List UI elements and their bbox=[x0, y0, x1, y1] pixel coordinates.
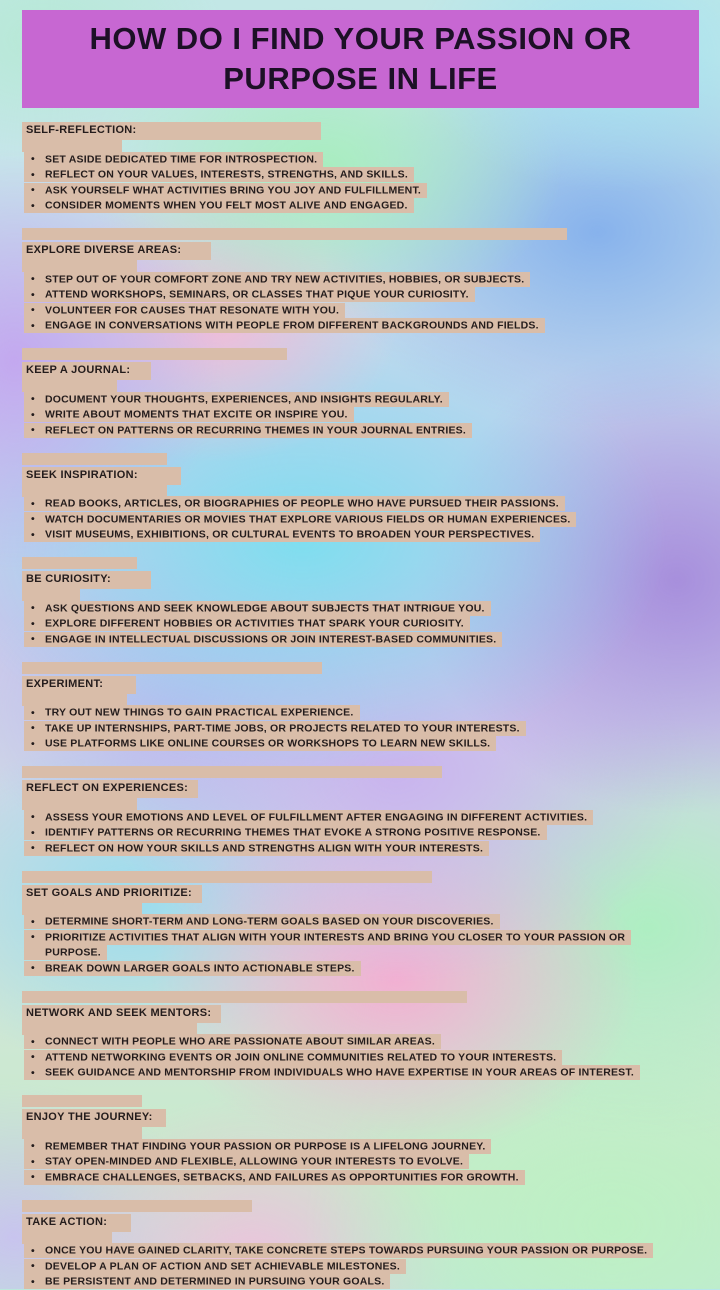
section-heading: KEEP A JOURNAL: bbox=[22, 362, 151, 380]
highlight-strip bbox=[22, 991, 467, 1003]
section bbox=[22, 453, 706, 544]
list-item bbox=[31, 632, 706, 648]
title-banner bbox=[22, 10, 699, 108]
bullet-text: CONSIDER MOMENTS WHEN YOU FELT MOST ALIVE AND ENGAGED. bbox=[24, 198, 414, 213]
bullet-text: ATTEND WORKSHOPS, SEMINARS, OR CLASSES THAT PIQUE YOUR CURIOSITY. bbox=[24, 287, 475, 302]
highlight-strip bbox=[22, 485, 167, 497]
list-item bbox=[31, 423, 706, 439]
poster-body bbox=[0, 108, 720, 1290]
bullet-text: ONCE YOU HAVE GAINED CLARITY, TAKE CONCRETE STEPS TOWARDS PURSUING YOUR PASSION OR PURPOSE. bbox=[24, 1243, 653, 1258]
section-heading: TAKE ACTION: bbox=[22, 1214, 131, 1232]
highlight-strip bbox=[22, 871, 432, 883]
section bbox=[22, 228, 706, 334]
list-item bbox=[31, 841, 706, 857]
highlight-strip bbox=[22, 140, 122, 152]
section-heading: ENJOY THE JOURNEY: bbox=[22, 1109, 166, 1127]
highlight-strip bbox=[22, 1095, 142, 1107]
bullet-text: TAKE UP INTERNSHIPS, PART-TIME JOBS, OR PROJECTS RELATED TO YOUR INTERESTS. bbox=[24, 721, 526, 736]
section-heading: NETWORK AND SEEK MENTORS: bbox=[22, 1005, 221, 1023]
highlight-strip bbox=[22, 453, 167, 465]
list-item bbox=[31, 810, 706, 826]
bullet-text: SET ASIDE DEDICATED TIME FOR INTROSPECTION. bbox=[24, 152, 323, 167]
list-item bbox=[31, 288, 706, 304]
highlight-strip bbox=[22, 557, 137, 569]
list-item bbox=[31, 961, 706, 977]
bullet-text: STEP OUT OF YOUR COMFORT ZONE AND TRY NEW ACTIVITIES, HOBBIES, OR SUBJECTS. bbox=[24, 272, 530, 287]
section bbox=[22, 766, 706, 857]
bullet-list bbox=[22, 152, 706, 214]
highlight-strip bbox=[22, 1200, 252, 1212]
bullet-list bbox=[22, 1244, 706, 1290]
highlight-strip bbox=[22, 1232, 112, 1244]
section-heading: BE CURIOSITY: bbox=[22, 571, 151, 589]
bullet-text: READ BOOKS, ARTICLES, OR BIOGRAPHIES OF PEOPLE WHO HAVE PURSUED THEIR PASSIONS. bbox=[24, 496, 565, 511]
section-heading: REFLECT ON EXPERIENCES: bbox=[22, 780, 198, 798]
bullet-text: EXPLORE DIFFERENT HOBBIES OR ACTIVITIES THAT SPARK YOUR CURIOSITY. bbox=[24, 616, 470, 631]
bullet-text: USE PLATFORMS LIKE ONLINE COURSES OR WORKSHOPS TO LEARN NEW SKILLS. bbox=[24, 736, 496, 751]
list-item bbox=[31, 1050, 706, 1066]
highlight-strip bbox=[22, 380, 117, 392]
section bbox=[22, 557, 706, 648]
section-heading: SEEK INSPIRATION: bbox=[22, 467, 181, 485]
highlight-strip bbox=[22, 662, 322, 674]
bullet-text: DEVELOP A PLAN OF ACTION AND SET ACHIEVABLE MILESTONES. bbox=[24, 1259, 406, 1274]
bullet-text: SEEK GUIDANCE AND MENTORSHIP FROM INDIVIDUALS WHO HAVE EXPERTISE IN YOUR AREAS OF INTEREST. bbox=[24, 1065, 640, 1080]
bullet-text: DOCUMENT YOUR THOUGHTS, EXPERIENCES, AND INSIGHTS REGULARLY. bbox=[24, 392, 449, 407]
list-item bbox=[31, 1170, 706, 1186]
bullet-list bbox=[22, 1139, 706, 1186]
list-item bbox=[31, 721, 706, 737]
list-item bbox=[31, 826, 706, 842]
highlight-strip bbox=[22, 1023, 197, 1035]
section bbox=[22, 120, 706, 214]
section bbox=[22, 1200, 706, 1290]
list-item bbox=[31, 915, 706, 931]
bullet-text: TRY OUT NEW THINGS TO GAIN PRACTICAL EXPERIENCE. bbox=[24, 705, 360, 720]
list-item bbox=[31, 1244, 706, 1260]
list-item bbox=[31, 183, 706, 199]
list-item bbox=[31, 1066, 706, 1082]
bullet-text: DETERMINE SHORT-TERM AND LONG-TERM GOALS BASED ON YOUR DISCOVERIES. bbox=[24, 914, 500, 929]
bullet-text: IDENTIFY PATTERNS OR RECURRING THEMES THAT EVOKE A STRONG POSITIVE RESPONSE. bbox=[24, 825, 547, 840]
bullet-list bbox=[22, 392, 706, 439]
bullet-text: VOLUNTEER FOR CAUSES THAT RESONATE WITH YOU. bbox=[24, 303, 345, 318]
highlight-strip bbox=[22, 1127, 142, 1139]
bullet-list bbox=[22, 1035, 706, 1082]
bullet-text: ASK YOURSELF WHAT ACTIVITIES BRING YOU JOY AND FULFILLMENT. bbox=[24, 183, 427, 198]
list-item bbox=[31, 617, 706, 633]
bullet-list bbox=[22, 601, 706, 648]
section bbox=[22, 348, 706, 439]
section bbox=[22, 991, 706, 1082]
bullet-text: PRIORITIZE ACTIVITIES THAT ALIGN WITH YOUR INTERESTS AND BRING YOU CLOSER TO YOUR PASSION OR PURPOSE. bbox=[24, 930, 631, 961]
highlight-strip bbox=[22, 589, 80, 601]
highlight-strip bbox=[22, 903, 142, 915]
list-item bbox=[31, 737, 706, 753]
bullet-text: EMBRACE CHALLENGES, SETBACKS, AND FAILURES AS OPPORTUNITIES FOR GROWTH. bbox=[24, 1170, 525, 1185]
list-item bbox=[31, 408, 706, 424]
list-item bbox=[31, 152, 706, 168]
bullet-text: ASK QUESTIONS AND SEEK KNOWLEDGE ABOUT SUBJECTS THAT INTRIGUE YOU. bbox=[24, 601, 491, 616]
bullet-text: REFLECT ON HOW YOUR SKILLS AND STRENGTHS ALIGN WITH YOUR INTERESTS. bbox=[24, 841, 489, 856]
bullet-list bbox=[22, 810, 706, 857]
list-item bbox=[31, 168, 706, 184]
list-item bbox=[31, 512, 706, 528]
bullet-text: REFLECT ON PATTERNS OR RECURRING THEMES IN YOUR JOURNAL ENTRIES. bbox=[24, 423, 472, 438]
bullet-list bbox=[22, 915, 706, 977]
list-item bbox=[31, 1259, 706, 1275]
bullet-text: CONNECT WITH PEOPLE WHO ARE PASSIONATE ABOUT SIMILAR AREAS. bbox=[24, 1034, 441, 1049]
bullet-text: REMEMBER THAT FINDING YOUR PASSION OR PURPOSE IS A LIFELONG JOURNEY. bbox=[24, 1139, 491, 1154]
list-item bbox=[31, 528, 706, 544]
bullet-text: ENGAGE IN INTELLECTUAL DISCUSSIONS OR JOIN INTEREST-BASED COMMUNITIES. bbox=[24, 632, 502, 647]
list-item bbox=[31, 601, 706, 617]
bullet-text: STAY OPEN-MINDED AND FLEXIBLE, ALLOWING YOUR INTERESTS TO EVOLVE. bbox=[24, 1154, 469, 1169]
highlight-strip bbox=[22, 766, 442, 778]
list-item bbox=[31, 272, 706, 288]
section bbox=[22, 662, 706, 753]
list-item bbox=[31, 392, 706, 408]
highlight-strip bbox=[22, 348, 287, 360]
bullet-text: REFLECT ON YOUR VALUES, INTERESTS, STRENGTHS, AND SKILLS. bbox=[24, 167, 414, 182]
highlight-strip bbox=[22, 260, 137, 272]
bullet-text: ENGAGE IN CONVERSATIONS WITH PEOPLE FROM DIFFERENT BACKGROUNDS AND FIELDS. bbox=[24, 318, 545, 333]
bullet-text: ATTEND NETWORKING EVENTS OR JOIN ONLINE COMMUNITIES RELATED TO YOUR INTERESTS. bbox=[24, 1050, 562, 1065]
page-title: HOW DO I FIND YOUR PASSION OR PURPOSE IN LIFE bbox=[51, 19, 671, 99]
list-item bbox=[31, 303, 706, 319]
highlight-strip bbox=[22, 694, 127, 706]
bullet-text: WRITE ABOUT MOMENTS THAT EXCITE OR INSPIRE YOU. bbox=[24, 407, 354, 422]
list-item bbox=[31, 1139, 706, 1155]
section bbox=[22, 1095, 706, 1186]
section bbox=[22, 871, 706, 977]
highlight-strip bbox=[22, 798, 137, 810]
section-heading: EXPLORE DIVERSE AREAS: bbox=[22, 242, 211, 260]
list-item bbox=[31, 199, 706, 215]
list-item bbox=[31, 497, 706, 513]
bullet-list bbox=[22, 706, 706, 753]
list-item bbox=[31, 930, 657, 961]
bullet-text: VISIT MUSEUMS, EXHIBITIONS, OR CULTURAL EVENTS TO BROADEN YOUR PERSPECTIVES. bbox=[24, 527, 540, 542]
highlight-strip bbox=[22, 228, 567, 240]
bullet-text: BREAK DOWN LARGER GOALS INTO ACTIONABLE STEPS. bbox=[24, 961, 361, 976]
list-item bbox=[31, 319, 706, 335]
list-item bbox=[31, 1155, 706, 1171]
list-item bbox=[31, 1275, 706, 1290]
bullet-text: WATCH DOCUMENTARIES OR MOVIES THAT EXPLORE VARIOUS FIELDS OR HUMAN EXPERIENCES. bbox=[24, 512, 576, 527]
list-item bbox=[31, 706, 706, 722]
section-heading: SELF-REFLECTION: bbox=[22, 122, 321, 140]
list-item bbox=[31, 1035, 706, 1051]
bullet-text: BE PERSISTENT AND DETERMINED IN PURSUING YOUR GOALS. bbox=[24, 1274, 390, 1289]
bullet-text: ASSESS YOUR EMOTIONS AND LEVEL OF FULFILLMENT AFTER ENGAGING IN DIFFERENT ACTIVITIES. bbox=[24, 810, 593, 825]
section-heading: SET GOALS AND PRIORITIZE: bbox=[22, 885, 202, 903]
section-heading: EXPERIMENT: bbox=[22, 676, 136, 694]
bullet-list bbox=[22, 497, 706, 544]
bullet-list bbox=[22, 272, 706, 334]
